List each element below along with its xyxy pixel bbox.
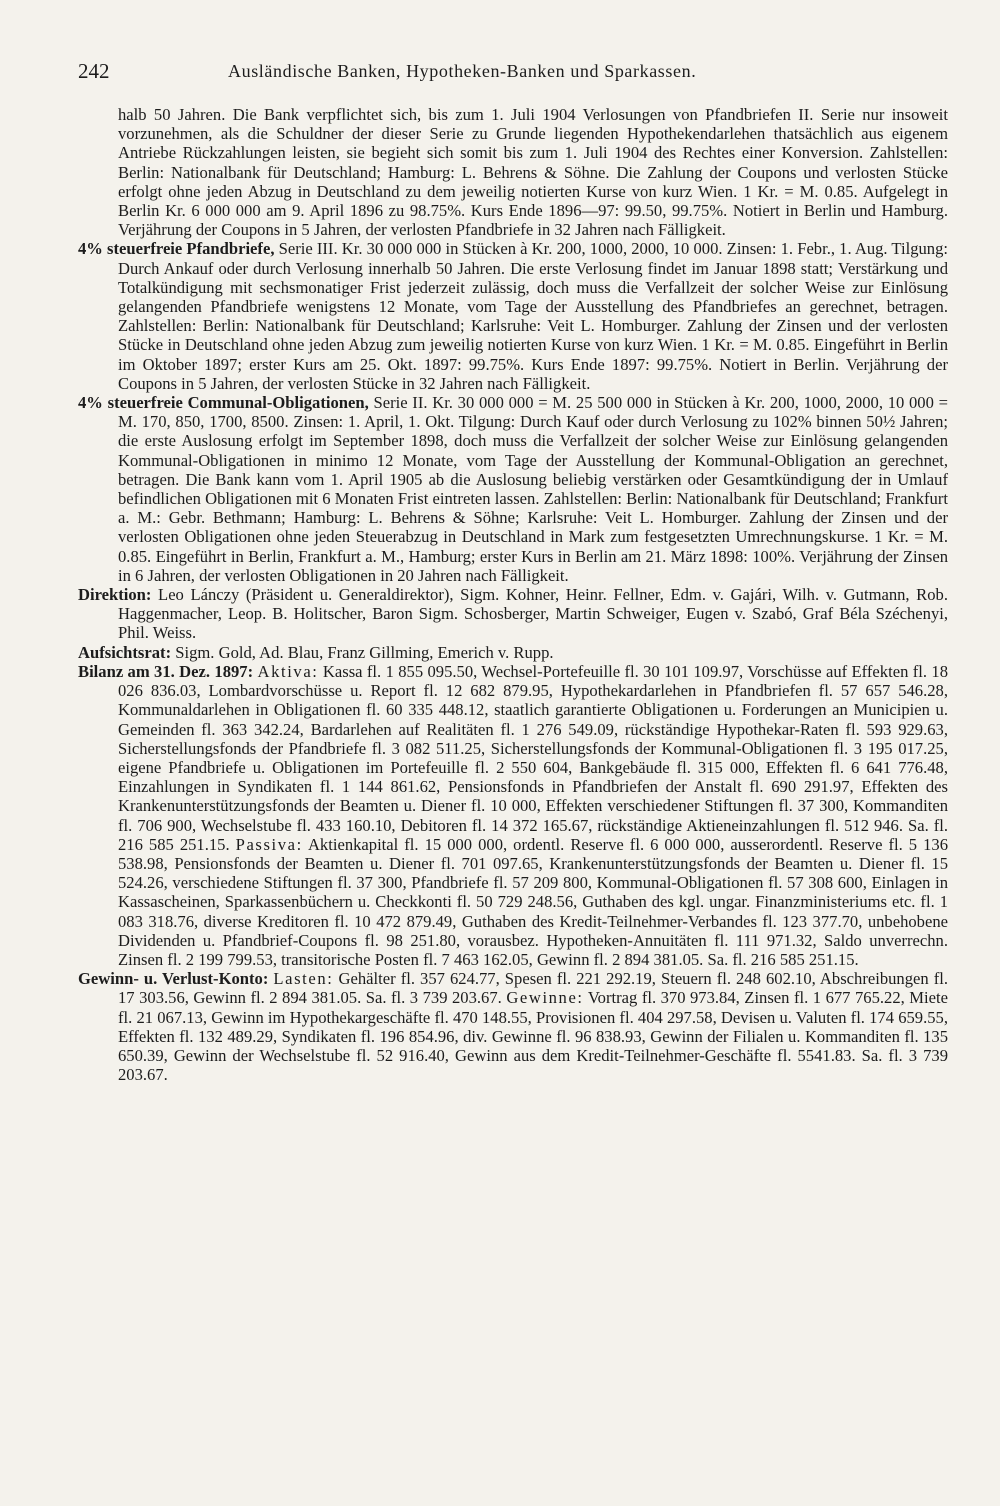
section-heading: 4% steuerfreie Communal-Obligationen, [78, 393, 369, 413]
paragraph-aufsichtsrat [78, 643, 948, 662]
gewinne-label: Gewinne: [506, 988, 584, 1008]
page-header [78, 55, 948, 87]
paragraph-text: Serie III. Kr. 30 000 000 in Stücken à Kr. 200, 1000, 2000, 10 000. Zinsen: 1. Febr., 1. Aug. Tilgung: Durch Ankauf oder durch Verlosung innerhalb 50 Jahren. Die erste Verlosung findet im Januar 1898 statt; Verstärkung und Totalkündigung mit sechsmonatiger Frist jederzeit zulässig, doch muss die Verfallzeit der solcher Weise zur Einlösung gelangenden Pfandbriefe wenigstens 12 Monate, vom Tage der Ausstellung des Pfandbriefes an gerechnet, betragen. Zahlstellen: Berlin: Nationalbank für Deutschland; Karlsruhe: Veit L. Homburger. Zahlung der Zinsen und der verlosten Stücke in Deutschland ohne jeden Abzug zum jeweilig notierten Kurse von kurz Wien. 1 Kr. = M. 0.85. Eingeführt in Berlin im Oktober 1897; erster Kurs am 25. Okt. 1897: 99.75%. Kurs Ende 1897: 99.75%. Notiert in Berlin. Verjährung der Coupons in 5 Jahren, der verlosten Stücke in 32 Jahren nach Fälligkeit. [118, 239, 948, 393]
aktiva-text: Kassa fl. 1 855 095.50, Wechsel-Portefeuille fl. 30 101 109.97, Vorschüsse auf Effekten fl. 18 026 836.03, Lombardvorschüsse u. Report fl. 12 682 879.95, Hypothekardarlehen in Pfandbriefen fl. 57 657 546.28, Kommunaldarlehen in Obligationen fl. 60 335 448.12, staatlich garantierte Obligationen u. Forderungen an Municipien u. Gemeinden fl. 363 342.24, Bardarlehen auf Realitäten fl. 1 276 549.09, rückständige Hypothekar-Raten fl. 593 929.63, Sicherstellungsfonds der Pfandbriefe fl. 3 082 511.25, Sicherstellungsfonds der Kommunal-Obligationen fl. 3 195 017.25, eigene Pfandbriefe u. Obligationen im Portefeuille fl. 2 550 604, Bankgebäude fl. 315 000, Effekten fl. 6 641 776.48, Einzahlungen in Syndikaten fl. 1 144 861.62, Pensionsfonds in Pfandbriefen der Anstalt fl. 690 291.97, Effekten des Krankenunterstützungsfonds der Beamten u. Diener fl. 10 000, Effekten verschiedener Stiftungen fl. 37 300, Kommanditen fl. 706 900, Wechselstube fl. 433 160.10, Debitoren fl. 14 372 165.67, rückständige Aktieneinzahlungen fl. 512 946. Sa. fl. 216 585 251.15. [118, 661, 949, 854]
paragraph-text: Serie II. Kr. 30 000 000 = M. 25 500 000 in Stücken à Kr. 200, 1000, 2000, 10 000 = M. 170, 850, 1700, 8500. Zinsen: 1. April, 1. Okt. Tilgung: Durch Kauf oder durch Verlosung zu 102% binnen 50½ Jahren; die erste Auslosung erfolgt im September 1898, doch muss die Verfallzeit der solcher Weise zur Einlösung gelangenden Kommunal-Obligationen in minimo 12 Monate, vom Tage der Ausstellung der Kommunal-Obligation an gerechnet, betragen. Die Bank kann vom 1. April 1905 ab die Auslosung beliebig verstärken oder Gesamtkündigung der in Umlauf befindlichen Obligationen mit 6 Monaten Frist eintreten lassen. Zahlstellen: Berlin: Nationalbank für Deutschland; Frankfurt a. M.: Gebr. Bethmann; Hamburg: L. Behrens & Söhne; Karlsruhe: Veit L. Homburger. Zahlung der Zinsen und der verlosten Obligationen ohne jeden Steuerabzug in Deutschland in Mark zum festgesetzten Umrechnungskurse. 1 Kr. = M. 0.85. Eingeführt in Berlin, Frankfurt a. M., Hamburg; erster Kurs in Berlin am 21. März 1898: 100%. Verjährung der Zinsen in 6 Jahren, der verlosten Obligationen in 20 Jahren nach Fälligkeit. [118, 393, 948, 585]
paragraph-text: Sigm. Gold, Ad. Blau, Franz Gillming, Emerich v. Rupp. [171, 642, 554, 662]
body-text [78, 105, 948, 1084]
section-heading: 4% steuerfreie Pfandbriefe, [78, 239, 275, 259]
section-heading: Gewinn- u. Verlust-Konto: [78, 969, 269, 989]
gewinne-text: Vortrag fl. 370 973.84, Zinsen fl. 1 677 765.22, Miete fl. 21 067.13, Gewinn im Hypothekargeschäfte fl. 470 148.55, Provisionen fl. 404 297.58, Devisen u. Valuten fl. 174 659.55, Effekten fl. 132 489.29, Syndikaten fl. 196 854.96, div. Gewinne fl. 96 838.93, Gewinn der Filialen u. Kommanditen fl. 135 650.39, Gewinn der Wechselstube fl. 52 916.40, Gewinn aus dem Kredit-Teilnehmer-Geschäfte fl. 5541.83. Sa. fl. 3 739 203.67. [118, 988, 948, 1085]
paragraph-continuation [78, 105, 948, 239]
running-title: Ausländische Banken, Hypotheken-Banken und Sparkassen. [228, 61, 697, 81]
paragraph-bilanz [78, 662, 948, 969]
aktiva-label: Aktiva: [257, 661, 319, 681]
paragraph-text: Leo Lánczy (Präsident u. Generaldirektor), Sigm. Kohner, Heinr. Fellner, Edm. v. Gajári, Wilh. v. Gutmann, Rob. Haggenmacher, Leop. B. Holitscher, Baron Sigm. Schosberger, Martin Schweiger, Eugen v. Szabó, Graf Béla Széchenyi, Phil. Weiss. [118, 585, 948, 643]
passiva-text: Aktienkapital fl. 15 000 000, ordentl. Reserve fl. 6 000 000, ausserordentl. Reserve fl. 5 136 538.98, Pensionsfonds der Beamten u. Diener fl. 701 097.65, Krankenunterstützungsfonds der Beamten u. Diener fl. 15 524.26, verschiedene Stiftungen fl. 37 300, Pfandbriefe fl. 57 209 800, Kommunal-Obligationen fl. 57 308 600, Einlagen in Kassascheinen, Sparkassenbüchern u. Checkkonti fl. 50 729 248.56, Guthaben des kgl. ungar. Finanzministeriums etc. fl. 1 083 318.76, diverse Kreditoren fl. 10 472 879.49, Guthaben des Kredit-Teilnehmer-Verbandes fl. 123 377.70, unbehobene Dividenden u. Pfandbrief-Coupons fl. 98 251.80, vorausbez. Hypotheken-Annuitäten fl. 111 971.32, Saldo unverrechn. Zinsen fl. 2 199 799.53, transitorische Posten fl. 7 463 162.05, Gewinn fl. 2 894 381.05. Sa. fl. 216 585 251.15. [118, 834, 949, 969]
section-heading: Direktion: [78, 585, 152, 605]
passiva-label: Passiva: [235, 834, 303, 854]
lasten-text: Gehälter fl. 357 624.77, Spesen fl. 221 292.19, Steuern fl. 248 602.10, Abschreibungen fl. 17 303.56, Gewinn fl. 2 894 381.05. Sa. fl. 3 739 203.67. [118, 969, 949, 1008]
lasten-label: Lasten: [273, 969, 334, 989]
paragraph-text: halb 50 Jahren. Die Bank verpflichtet sich, bis zum 1. Juli 1904 Verlosungen von Pfandbriefen II. Serie nur insoweit vorzunehmen, als die Schuldner der dieser Serie zu Grunde liegenden Hypothekendarlehen thatsächlich aus eigenem Antriebe Rückzahlungen leisten, sie begieht sich somit bis zum 1. Juli 1904 des Rechtes einer Konversion. Zahlstellen: Berlin: Nationalbank für Deutschland; Hamburg: L. Behrens & Söhne. Die Zahlung der Coupons und verlosten Stücke erfolgt ohne jeden Abzug in Deutschland zu dem jeweilig notierten Kurse von kurz Wien. 1 Kr. = M. 0.85. Aufgelegt in Berlin Kr. 6 000 000 am 9. April 1896 zu 98.75%. Kurs Ende 1896—97: 99.50, 99.75%. Notiert in Berlin und Hamburg. Verjährung der Coupons in 5 Jahren, der verlosten Pfandbriefe in 32 Jahren nach Fälligkeit. [118, 105, 948, 240]
paragraph-direktion [78, 585, 948, 643]
section-heading: Bilanz am 31. Dez. 1897: [78, 661, 254, 681]
paragraph-communal-obligationen [78, 393, 948, 585]
paragraph-gewinn-verlust [78, 969, 948, 1084]
section-heading: Aufsichtsrat: [78, 642, 172, 662]
page-number: 242 [78, 59, 110, 83]
paragraph-pfandbriefe-serie-3 [78, 239, 948, 393]
